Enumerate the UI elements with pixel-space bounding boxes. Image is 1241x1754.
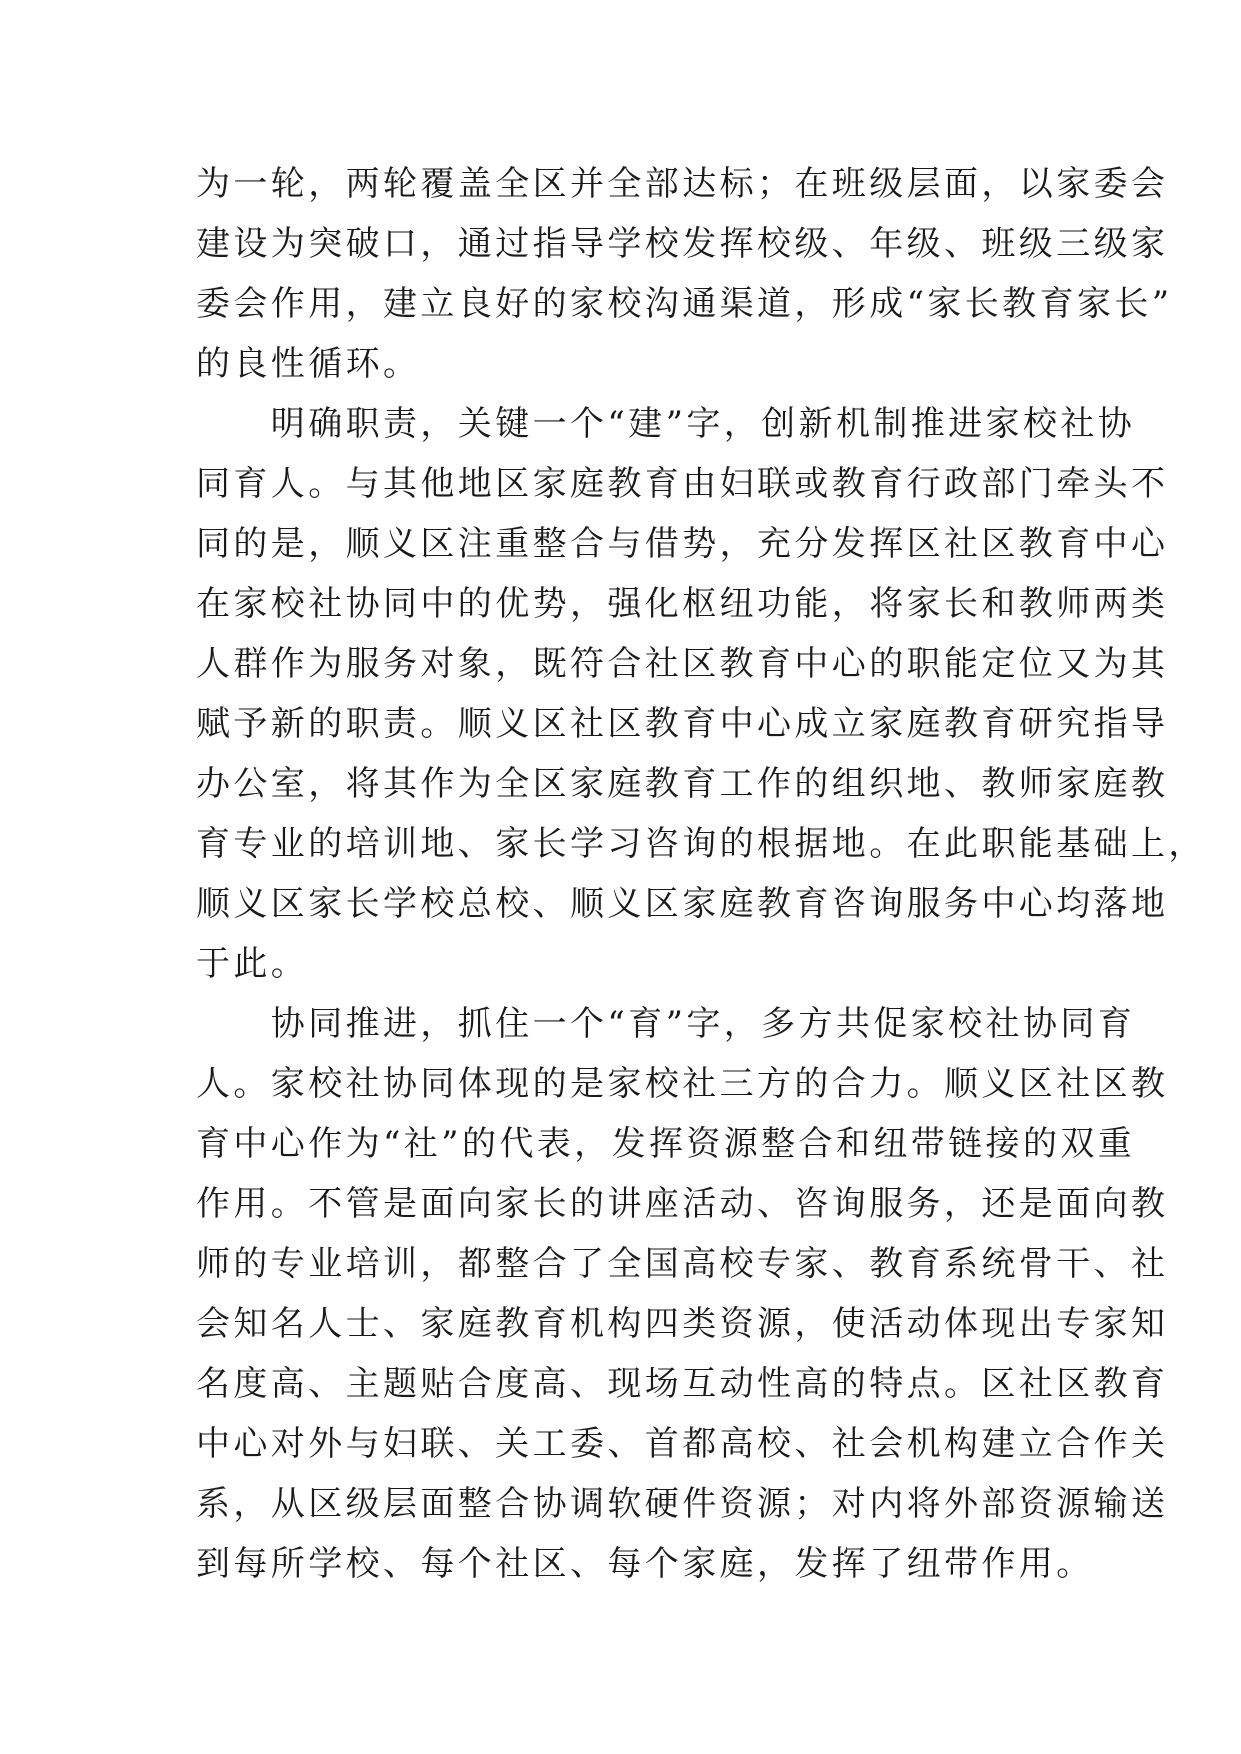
text-line: 明确职责，关键一个“建”字，创新机制推进家校社协 [196,404,1136,444]
text-line: 的良性循环。 [196,344,421,384]
text-line: 系，从区级层面整合协调软硬件资源；对内将外部资源输送 [196,1484,1169,1524]
text-line: 人。家校社协同体现的是家校社三方的合力。顺义区社区教 [196,1064,1169,1104]
text-line: 委会作用，建立良好的家校沟通渠道，形成“家长教育家长” [196,284,1173,324]
text-line: 育中心作为“社”的代表，发挥资源整合和纽带链接的双重 [196,1124,1136,1164]
text-line: 为一轮，两轮覆盖全区并全部达标；在班级层面，以家委会 [196,164,1169,204]
text-line: 名度高、主题贴合度高、现场互动性高的特点。区社区教育 [196,1364,1169,1404]
paragraph-3 [196,994,1169,1594]
body-text [196,154,1206,1594]
paragraph-1 [196,154,1173,394]
text-line: 中心对外与妇联、关工委、首都高校、社会机构建立合作关 [196,1424,1169,1464]
text-line: 人群作为服务对象，既符合社区教育中心的职能定位又为其 [196,644,1169,684]
text-line: 办公室，将其作为全区家庭教育工作的组织地、教师家庭教 [196,764,1169,804]
paragraph-2 [196,394,1206,994]
text-line: 师的专业培训，都整合了全国高校专家、教育系统骨干、社 [196,1244,1169,1284]
text-line: 同的是，顺义区注重整合与借势，充分发挥区社区教育中心 [196,524,1169,564]
text-line: 到每所学校、每个社区、每个家庭，发挥了纽带作用。 [196,1544,1094,1584]
text-line: 顺义区家长学校总校、顺义区家庭教育咨询服务中心均落地 [196,884,1169,924]
text-line: 作用。不管是面向家长的讲座活动、咨询服务，还是面向教 [196,1184,1169,1224]
text-line: 同育人。与其他地区家庭教育由妇联或教育行政部门牵头不 [196,464,1169,504]
text-line: 赋予新的职责。顺义区社区教育中心成立家庭教育研究指导 [196,704,1169,744]
text-line: 在家校社协同中的优势，强化枢纽功能，将家长和教师两类 [196,584,1169,624]
text-line: 于此。 [196,944,309,984]
text-line: 育专业的培训地、家长学习咨询的根据地。在此职能基础上， [196,824,1206,864]
text-line: 会知名人士、家庭教育机构四类资源，使活动体现出专家知 [196,1304,1169,1344]
text-line: 建设为突破口，通过指导学校发挥校级、年级、班级三级家 [196,224,1169,264]
text-line: 协同推进，抓住一个“育”字，多方共促家校社协同育 [196,1004,1136,1044]
